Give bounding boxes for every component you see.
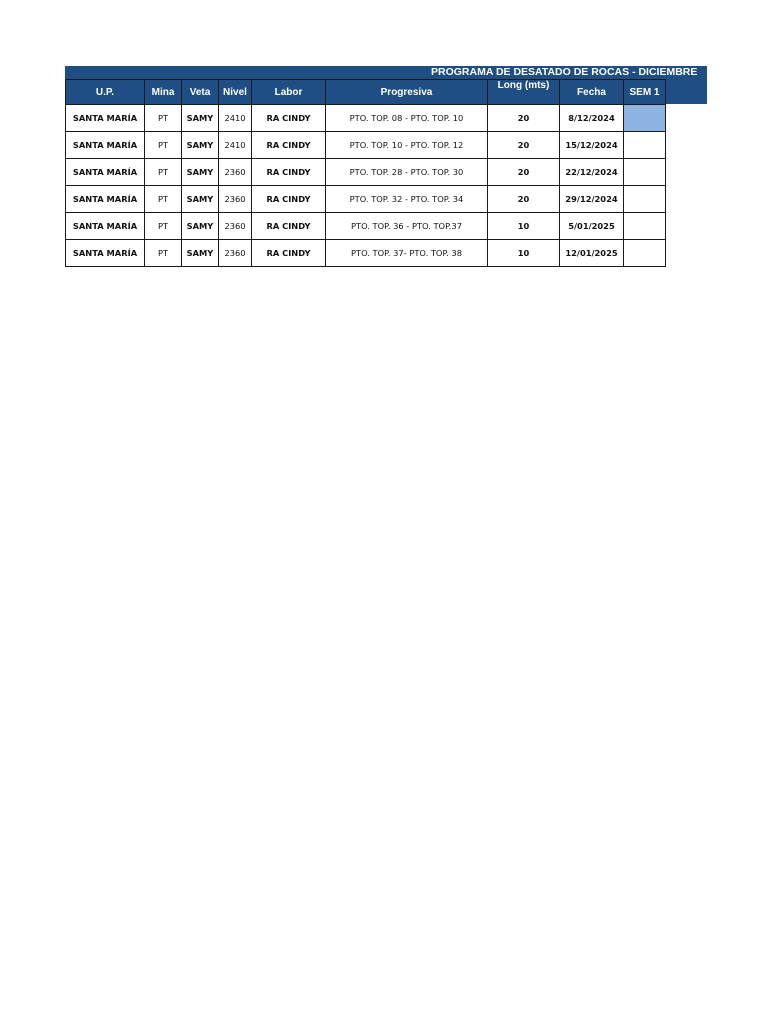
cell-labor[interactable]: RA CINDY bbox=[252, 105, 326, 132]
title-bar bbox=[65, 66, 707, 79]
cell-nivel[interactable]: 2410 bbox=[219, 105, 252, 132]
cell-sem1[interactable] bbox=[624, 186, 666, 213]
col-header-long[interactable]: Long (mts) bbox=[488, 80, 560, 105]
cell-labor[interactable]: RA CINDY bbox=[252, 240, 326, 267]
program-table bbox=[65, 79, 666, 267]
cell-progresiva[interactable]: PTO. TOP. 08 - PTO. TOP. 10 bbox=[326, 105, 488, 132]
cell-up[interactable]: SANTA MARÍA bbox=[66, 240, 145, 267]
spreadsheet-area bbox=[65, 66, 707, 258]
cell-long[interactable]: 20 bbox=[488, 132, 560, 159]
col-header-up[interactable]: U.P. bbox=[66, 80, 145, 105]
col-header-mina[interactable]: Mina bbox=[145, 80, 182, 105]
cell-up[interactable]: SANTA MARÍA bbox=[66, 132, 145, 159]
cell-progresiva[interactable]: PTO. TOP. 32 - PTO. TOP. 34 bbox=[326, 186, 488, 213]
cell-veta[interactable]: SAMY bbox=[182, 240, 219, 267]
cell-labor[interactable]: RA CINDY bbox=[252, 186, 326, 213]
cell-veta[interactable]: SAMY bbox=[182, 186, 219, 213]
cell-nivel[interactable]: 2360 bbox=[219, 159, 252, 186]
cell-mina[interactable]: PT bbox=[145, 213, 182, 240]
cell-long[interactable]: 20 bbox=[488, 159, 560, 186]
table-row bbox=[66, 186, 666, 213]
cell-labor[interactable]: RA CINDY bbox=[252, 213, 326, 240]
cell-sem1[interactable] bbox=[624, 159, 666, 186]
cell-mina[interactable]: PT bbox=[145, 240, 182, 267]
cell-mina[interactable]: PT bbox=[145, 159, 182, 186]
cell-sem1[interactable] bbox=[624, 132, 666, 159]
cell-nivel[interactable]: 2410 bbox=[219, 132, 252, 159]
table-row bbox=[66, 240, 666, 267]
cell-up[interactable]: SANTA MARÍA bbox=[66, 186, 145, 213]
cell-long[interactable]: 20 bbox=[488, 186, 560, 213]
col-header-sem1[interactable]: SEM 1 bbox=[624, 80, 666, 105]
cell-mina[interactable]: PT bbox=[145, 132, 182, 159]
cell-fecha[interactable]: 5/01/2025 bbox=[560, 213, 624, 240]
cell-sem1-selected[interactable] bbox=[624, 105, 666, 132]
cell-veta[interactable]: SAMY bbox=[182, 159, 219, 186]
col-header-veta[interactable]: Veta bbox=[182, 80, 219, 105]
table-row bbox=[66, 159, 666, 186]
sheet-title: PROGRAMA DE DESATADO DE ROCAS - DICIEMBRE bbox=[431, 66, 698, 78]
table-row bbox=[66, 105, 666, 132]
cell-veta[interactable]: SAMY bbox=[182, 132, 219, 159]
cell-fecha[interactable]: 29/12/2024 bbox=[560, 186, 624, 213]
cell-up[interactable]: SANTA MARÍA bbox=[66, 213, 145, 240]
cell-nivel[interactable]: 2360 bbox=[219, 240, 252, 267]
cell-nivel[interactable]: 2360 bbox=[219, 186, 252, 213]
cell-progresiva[interactable]: PTO. TOP. 10 - PTO. TOP. 12 bbox=[326, 132, 488, 159]
header-row bbox=[66, 80, 666, 105]
cell-mina[interactable]: PT bbox=[145, 186, 182, 213]
cell-fecha[interactable]: 12/01/2025 bbox=[560, 240, 624, 267]
cell-fecha[interactable]: 22/12/2024 bbox=[560, 159, 624, 186]
cell-long[interactable]: 10 bbox=[488, 213, 560, 240]
cell-labor[interactable]: RA CINDY bbox=[252, 132, 326, 159]
table-row bbox=[66, 132, 666, 159]
cell-fecha[interactable]: 8/12/2024 bbox=[560, 105, 624, 132]
cell-long[interactable]: 10 bbox=[488, 240, 560, 267]
cell-progresiva[interactable]: PTO. TOP. 37- PTO. TOP. 38 bbox=[326, 240, 488, 267]
cell-up[interactable]: SANTA MARÍA bbox=[66, 105, 145, 132]
table-row bbox=[66, 213, 666, 240]
cell-mina[interactable]: PT bbox=[145, 105, 182, 132]
cell-nivel[interactable]: 2360 bbox=[219, 213, 252, 240]
col-header-progresiva[interactable]: Progresiva bbox=[326, 80, 488, 105]
cell-veta[interactable]: SAMY bbox=[182, 105, 219, 132]
col-header-labor[interactable]: Labor bbox=[252, 80, 326, 105]
cell-progresiva[interactable]: PTO. TOP. 36 - PTO. TOP.37 bbox=[326, 213, 488, 240]
cell-long[interactable]: 20 bbox=[488, 105, 560, 132]
col-header-nivel[interactable]: Nivel bbox=[219, 80, 252, 105]
cell-labor[interactable]: RA CINDY bbox=[252, 159, 326, 186]
cell-sem1[interactable] bbox=[624, 213, 666, 240]
col-header-fecha[interactable]: Fecha bbox=[560, 80, 624, 105]
cell-progresiva[interactable]: PTO. TOP. 28 - PTO. TOP. 30 bbox=[326, 159, 488, 186]
cell-sem1[interactable] bbox=[624, 240, 666, 267]
cell-veta[interactable]: SAMY bbox=[182, 213, 219, 240]
header-fill-extension bbox=[665, 79, 707, 104]
cell-up[interactable]: SANTA MARÍA bbox=[66, 159, 145, 186]
cell-fecha[interactable]: 15/12/2024 bbox=[560, 132, 624, 159]
